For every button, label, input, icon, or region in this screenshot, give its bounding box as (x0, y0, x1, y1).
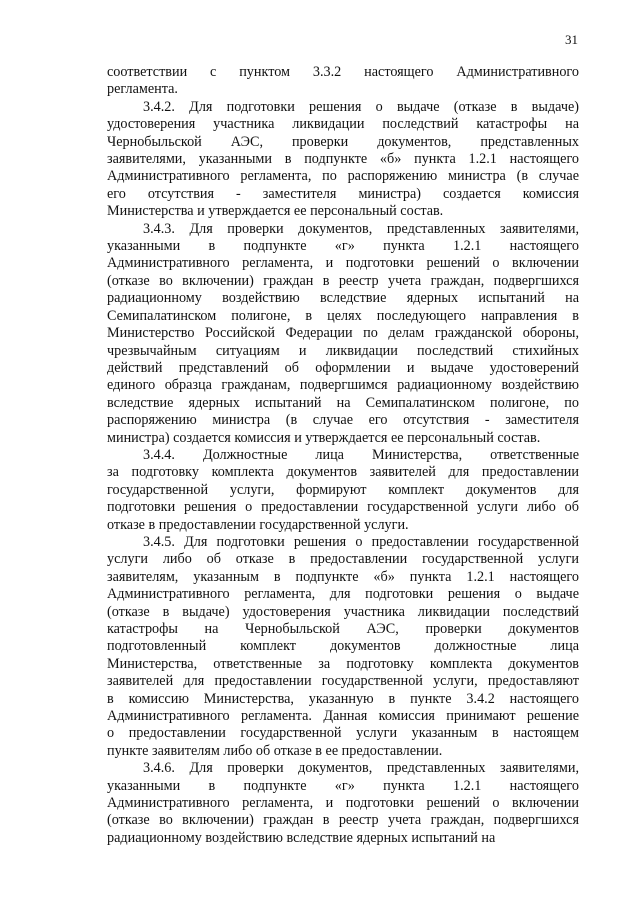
text-line: заявителям, указанным в подпункте «б» пункта 1.2.1 настоящего (107, 568, 579, 585)
paragraph-p-3-4-6 (107, 760, 579, 847)
text-line: в комиссию Министерства, указанную в пункте 3.4.2 настоящего (107, 690, 579, 707)
text-line: заявителями, указанными в подпункте «б» пункта 1.2.1 настоящего (107, 151, 579, 168)
text-line: 3.4.4. Должностные лица Министерства, ответственные (143, 446, 579, 463)
text-line: министра) создается комиссия и утверждается ее персональный состав. (107, 429, 541, 446)
text-line: подготовки решения о предоставлении государственной услуги либо об (107, 499, 579, 516)
text-line: 3.4.3. Для проверки документов, представленных заявителями, (143, 220, 579, 237)
text-line: Министерства и утверждается ее персональный состав. (107, 203, 444, 220)
text-line: услуги либо об отказе в предоставлении государственной услуги (107, 551, 579, 568)
text-line: Министерство Российской Федерации по делам гражданской обороны, (107, 325, 579, 342)
text-line: (отказе в выдаче) удостоверения участника ликвидации последствий (107, 603, 579, 620)
paragraph-p-3-4-5 (107, 534, 579, 760)
text-line: Административного регламента, для подготовки решения о выдаче (107, 586, 579, 603)
text-line: Семипалатинском полигоне, в целях последующего направления в (107, 307, 579, 324)
paragraph-p-3-4-4 (107, 447, 579, 534)
text-line: указанными в подпункте «г» пункта 1.2.1 настоящего (107, 777, 579, 794)
text-line: регламента. (107, 81, 178, 98)
text-line: отказе в предоставлении государственной услуги. (107, 516, 409, 533)
text-line: государственной услуги, формируют комплект документов для (107, 481, 579, 498)
text-line: (отказе во включении) граждан в реестр учета граждан, подвергшихся (107, 272, 579, 289)
text-line: радиационному воздействию вследствие ядерных испытаний на (107, 290, 579, 307)
text-line: катастрофы на Чернобыльской АЭС, проверки документов (107, 621, 579, 637)
text-line: соответствии с пунктом 3.3.2 настоящего Административного (107, 64, 579, 80)
paragraph-p-3-4-3 (107, 221, 579, 447)
text-line: единого образца гражданам, подвергшимся радиационному воздействию (107, 377, 579, 394)
text-line: за подготовку комплекта документов заявителей для предоставлении (107, 464, 579, 481)
text-line: 3.4.6. Для проверки документов, представленных заявителями, (143, 760, 579, 777)
text-line: вследствие ядерных испытаний на Семипалатинском полигоне, по (107, 394, 579, 411)
text-line: Административного регламента. Данная комиссия принимают решение (107, 708, 579, 725)
text-line: о предоставлении государственной услуги указанным в настоящем (107, 725, 579, 742)
text-line: Министерства, ответственные за подготовку комплекта документов (107, 655, 579, 672)
text-line: 3.4.5. Для подготовки решения о предоставлении государственной (143, 533, 579, 550)
paragraph-p-continuation (107, 64, 579, 99)
text-line: (отказе во включении) граждан в реестр учета граждан, подвергшихся (107, 812, 579, 829)
text-line: подготовленный комплект документов должностные лица (107, 638, 579, 655)
text-line: заявителей для предоставлении государственной услуги, предоставляют (107, 673, 579, 690)
text-line: Административного регламента, и подготовки решений о включении (107, 795, 579, 812)
text-line: 3.4.2. Для подготовки решения о выдаче (отказе в выдаче) (143, 98, 579, 115)
page-number: 31 (565, 32, 578, 47)
text-line: радиационному воздействию вследствие ядерных испытаний на (107, 829, 496, 846)
text-line: действий представлений об оформлении и выдаче удостоверений (107, 359, 579, 376)
text-line: пункте заявителям либо об отказе в ее предоставлении. (107, 742, 443, 759)
text-line: указанными в подпункте «г» пункта 1.2.1 настоящего (107, 238, 579, 255)
text-line: Административного регламента, и подготовки решений о включении (107, 255, 579, 272)
text-line: распоряжению министра (в случае его отсутствия - заместителя (107, 412, 579, 429)
body-text (107, 64, 579, 847)
text-line: удостоверения участника ликвидации последствий катастрофы на (107, 116, 579, 133)
paragraph-p-3-4-2 (107, 99, 579, 221)
text-line: Чернобыльской АЭС, проверки документов, представленных (107, 133, 579, 150)
text-line: его отсутствия - заместителя министра) создается комиссия (107, 185, 579, 202)
text-line: Административного регламента, по распоряжению министра (в случае (107, 168, 579, 185)
text-line: чрезвычайным ситуациям и ликвидации последствий стихийных (107, 342, 579, 359)
